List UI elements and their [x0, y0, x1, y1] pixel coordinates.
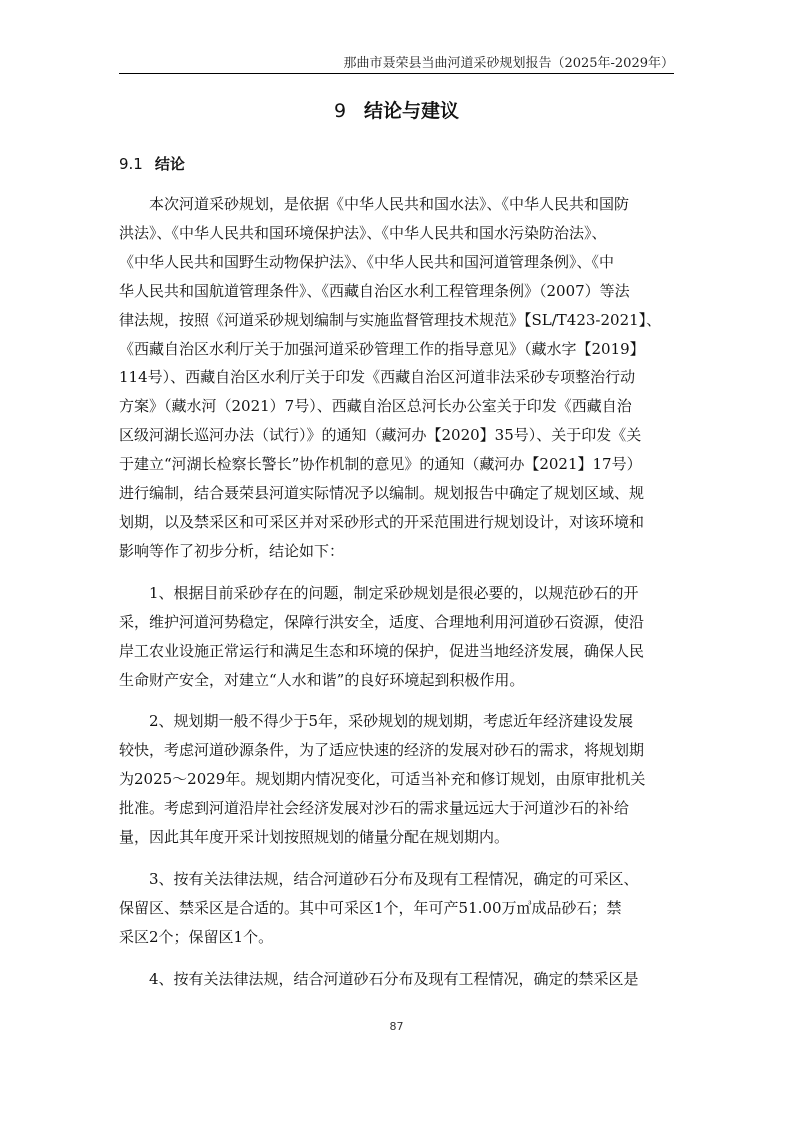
paragraph — [119, 865, 675, 952]
body-text — [119, 190, 675, 994]
paragraph-gap — [119, 694, 675, 707]
text-line: 《西藏自治区水利厅关于加强河道采砂管理工作的指导意见》（藏水字【2019】 — [119, 339, 645, 358]
text-line: 岸工农业设施正常运行和满足生态和环境的保护，促进当地经济发展，确保人民 — [119, 641, 645, 660]
text-line: 进行编制，结合聂荣县河道实际情况予以编制。规划报告中确定了规划区域、规 — [119, 484, 645, 503]
text-line: 生命财产安全，对建立“人水和谐”的良好环境起到积极作用。 — [119, 670, 525, 689]
text-line: 4、按有关法律法规，结合河道砂石分布及现有工程情况，确定的禁采区是 — [119, 969, 639, 988]
section-title-text: 结论 — [154, 155, 185, 173]
text-line: 《中华人民共和国野生动物保护法》、《中华人民共和国河道管理条例》、《中 — [119, 252, 615, 271]
paragraph-gap — [119, 952, 675, 965]
text-line: 3、按有关法律法规，结合河道砂石分布及现有工程情况，确定的可采区、 — [119, 869, 639, 888]
text-line: 影响等作了初步分析，结论如下： — [119, 541, 345, 560]
text-line: 采，维护河道河势稳定，保障行洪安全，适度、合理地利用河道砂石资源，使沿 — [119, 612, 645, 631]
text-line: 划期，以及禁采区和可采区并对采砂形式的开采范围进行规划设计，对该环境和 — [119, 512, 645, 531]
chapter-number: 9 — [333, 100, 347, 122]
text-line: 114号）、西藏自治区水利厅关于印发《西藏自治区河道非法采砂专项整治行动 — [119, 368, 636, 387]
text-line: 区级河湖长巡河办法（试行）》的通知（藏河办【2020】35号）、关于印发《关 — [119, 426, 642, 445]
text-line: 保留区、禁采区是合适的。其中可采区1个，年可产51.00万㎥成品砂石；禁 — [119, 898, 622, 917]
text-line: 量，因此其年度开采计划按照规划的储量分配在规划期内。 — [119, 828, 510, 847]
chapter-title — [0, 96, 793, 123]
paragraph — [119, 965, 675, 994]
text-line: 律法规，按照《河道采砂规划编制与实施监督管理技术规范》【SL/T423-2021】、 — [119, 310, 662, 329]
text-line: 本次河道采砂规划，是依据《中华人民共和国水法》、《中华人民共和国防 — [119, 195, 630, 213]
section-number: 9.1 — [119, 155, 143, 173]
text-line: 1、根据目前采砂存在的问题，制定采砂规划是很必要的，以规范砂石的开 — [119, 583, 639, 602]
text-line: 较快，考虑河道砂源条件，为了适应快速的经济的发展对砂石的需求，将规划期 — [119, 741, 645, 760]
paragraph — [119, 579, 675, 695]
text-line: 洪法》、《中华人民共和国环境保护法》、《中华人民共和国水污染防治法》、 — [119, 223, 607, 242]
paragraph-gap — [119, 566, 675, 579]
text-line: 批准。考虑到河道沿岸社会经济发展对沙石的需求量远远大于河道沙石的补给 — [119, 799, 630, 818]
text-line: 于建立“河湖长检察长警长”协作机制的意见》的通知（藏河办【2021】17号） — [119, 455, 642, 474]
section-title — [119, 153, 185, 174]
text-line: 为2025～2029年。规划期内情况变化，可适当补充和修订规划，由原审批机关 — [119, 770, 646, 789]
chapter-title-text: 结论与建议 — [364, 100, 460, 122]
text-line: 采区2个；保留区1个。 — [119, 927, 274, 946]
paragraph — [119, 707, 675, 852]
text-line: 华人民共和国航道管理条件》、《西藏自治区水利工程管理条例》（2007）等法 — [119, 281, 630, 300]
text-line: 2、规划期一般不得少于5年，采砂规划的规划期，考虑近年经济建设发展 — [119, 712, 634, 731]
paragraph-gap — [119, 852, 675, 865]
page-number: 87 — [389, 1020, 404, 1033]
running-header: 那曲市聂荣县当曲河道采砂规划报告（2025年-2029年） — [343, 56, 674, 71]
paragraph — [119, 190, 675, 566]
header-rule — [119, 73, 674, 74]
text-line: 方案》（藏水河（2021）7号）、西藏自治区总河长办公室关于印发《西藏自治 — [119, 397, 632, 416]
